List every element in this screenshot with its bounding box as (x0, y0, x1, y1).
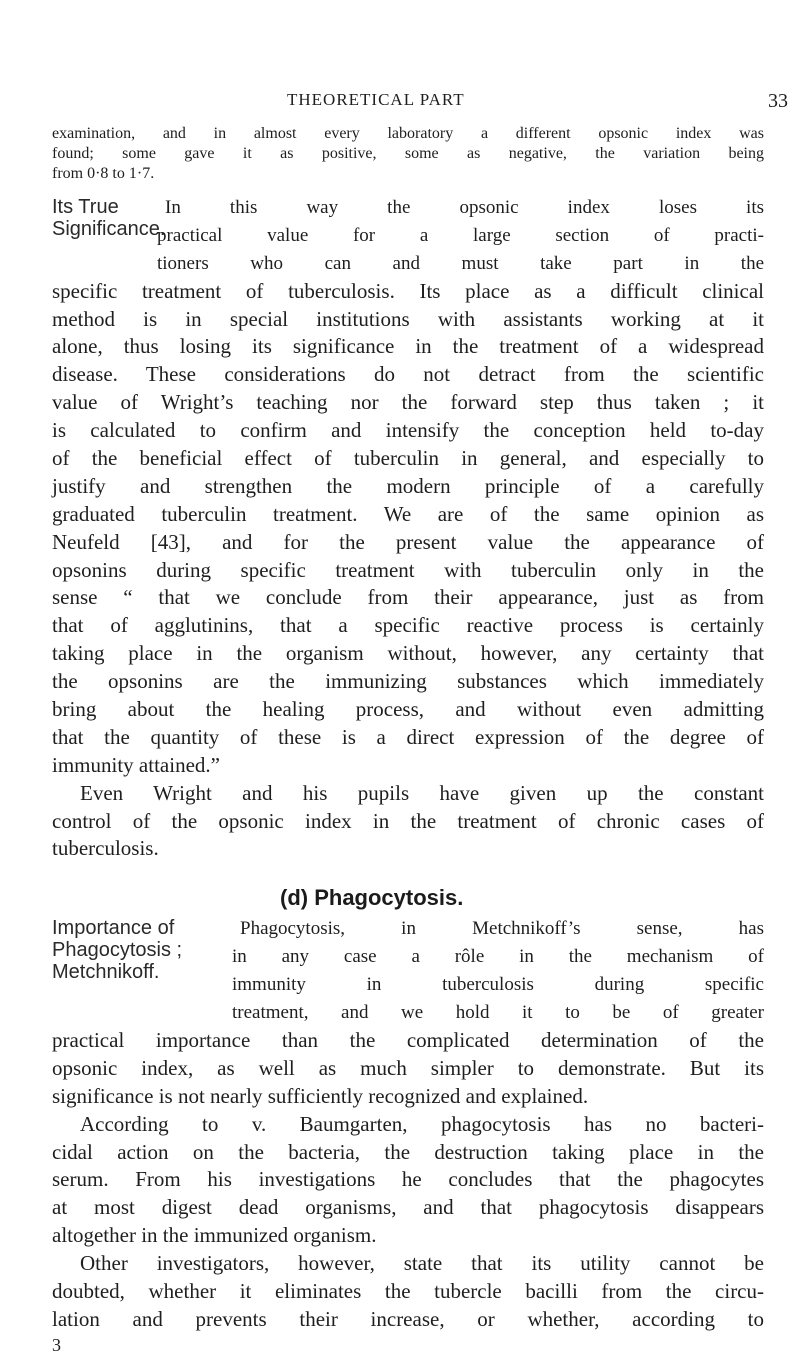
text-line: graduated tuberculin treatment. We are of the same opinion as (52, 501, 764, 526)
marginal-note-line: Phagocytosis ; (52, 939, 183, 962)
text-line: value of Wright’s teaching nor the forward step thus taken ; it (52, 390, 764, 415)
text-line: significance is not nearly sufficiently recognized and explained. (52, 1083, 589, 1108)
text-line: Phagocytosis, in Metchnikoff’s sense, has (240, 918, 764, 940)
sidenote-text (232, 915, 764, 1027)
text-line: opsonic index, as well as much simpler to demonstrate. But its (52, 1055, 764, 1080)
text-line: bring about the healing process, and without even admitting (52, 697, 764, 722)
text-line: practical value for a large section of practi- (157, 224, 764, 246)
text-line: examination, and in almost every laboratory a different opsonic index was (52, 125, 764, 142)
running-head-title: THEORETICAL PART (287, 90, 465, 109)
text-line: that the quantity of these is a direct expression of the degree of (52, 724, 764, 749)
page-body (52, 124, 764, 1356)
text-line: opsonins during specific treatment with tuberculin only in the (52, 557, 764, 582)
text-line: practical importance than the complicated determination of the (52, 1027, 764, 1052)
text-line: alone, thus losing its significance in the treatment of a widespread (52, 334, 764, 359)
text-line: method is in special institutions with assistants working at it (52, 306, 764, 331)
text-line: doubted, whether it eliminates the tubercle bacilli from the circu- (52, 1278, 764, 1303)
signature-mark: 3 (52, 1334, 61, 1355)
text-line: serum. From his investigations he concludes that the phagocytes (52, 1167, 764, 1192)
text-line: immunity in tuberculosis during specific (232, 974, 764, 996)
text-line: of the beneficial effect of tuberculin in general, and especially to (52, 446, 764, 471)
text-line: lation and prevents their increase, or whether, according to (52, 1306, 764, 1331)
text-line: at most digest dead organisms, and that phagocytosis disappears (52, 1195, 764, 1220)
sidenote-block-true-significance (52, 194, 764, 278)
text-line: tuberculosis. (52, 836, 159, 861)
marginal-note-line: Metchnikoff. (52, 961, 160, 984)
text-line: sense “ that we conclude from their appearance, just as from (52, 585, 764, 610)
text-line: found; some gave it as positive, some as negative, the variation being (52, 145, 764, 162)
page-number: 33 (768, 90, 788, 112)
spacer (52, 184, 764, 194)
text-line: cidal action on the bacteria, the destruction taking place in the (52, 1139, 764, 1164)
paragraph-wright-pupils (52, 780, 764, 864)
paragraph-other-investigators (52, 1250, 764, 1334)
text-line: is calculated to confirm and intensify the conception held to-day (52, 418, 764, 443)
text-line: the opsonins are the immunizing substances which immediately (52, 669, 764, 694)
paragraph-baumgarten (52, 1111, 764, 1250)
text-line: disease. These considerations do not detract from the scientific (52, 362, 764, 387)
sidenote-text (157, 194, 764, 278)
text-line: Other investigators, however, state that its utility cannot be (80, 1251, 764, 1276)
marginal-note-its-true-significance (52, 194, 166, 278)
marginal-note-line: Significance. (52, 218, 166, 240)
text-line: Even Wright and his pupils have given up the constant (80, 780, 764, 805)
text-line: control of the opsonic index in the treatment of chronic cases of (52, 808, 764, 833)
text-line: justify and strengthen the modern principle of a carefully (52, 473, 764, 498)
section-heading-phagocytosis: (d) Phagocytosis. (280, 885, 464, 911)
text-line: altogether in the immunized organism. (52, 1223, 377, 1248)
text-line: from 0·8 to 1·7. (52, 165, 155, 182)
text-line: specific treatment of tuberculosis. Its place as a difficult clinical (52, 278, 764, 303)
text-line: taking place in the organism without, however, any certainty that (52, 641, 764, 666)
opening-lines (52, 124, 764, 184)
text-line: immunity attained.” (52, 752, 220, 777)
sidenote-block-phagocytosis (52, 915, 764, 1027)
spacer (52, 863, 764, 881)
paragraph-phagocytosis-importance (52, 1027, 764, 1111)
marginal-note-line: Its True (52, 196, 119, 218)
running-header (0, 90, 800, 116)
marginal-note-importance-of-phagocytosis (52, 915, 232, 1027)
text-line: According to v. Baumgarten, phagocytosis has no bacteri- (80, 1111, 764, 1136)
text-line: in any case a rôle in the mechanism of (232, 946, 764, 968)
text-line: treatment, and we hold it to be of greater (232, 1002, 764, 1024)
text-line: In this way the opsonic index loses its (165, 197, 764, 218)
paragraph-opsonic-index (52, 278, 764, 780)
text-line: tioners who can and must take part in the (157, 252, 764, 274)
text-line: Neufeld [43], and for the present value the appearance of (52, 529, 764, 554)
marginal-note-line: Importance of (52, 917, 175, 940)
text-line: that of agglutinins, that a specific reactive process is certainly (52, 613, 764, 638)
